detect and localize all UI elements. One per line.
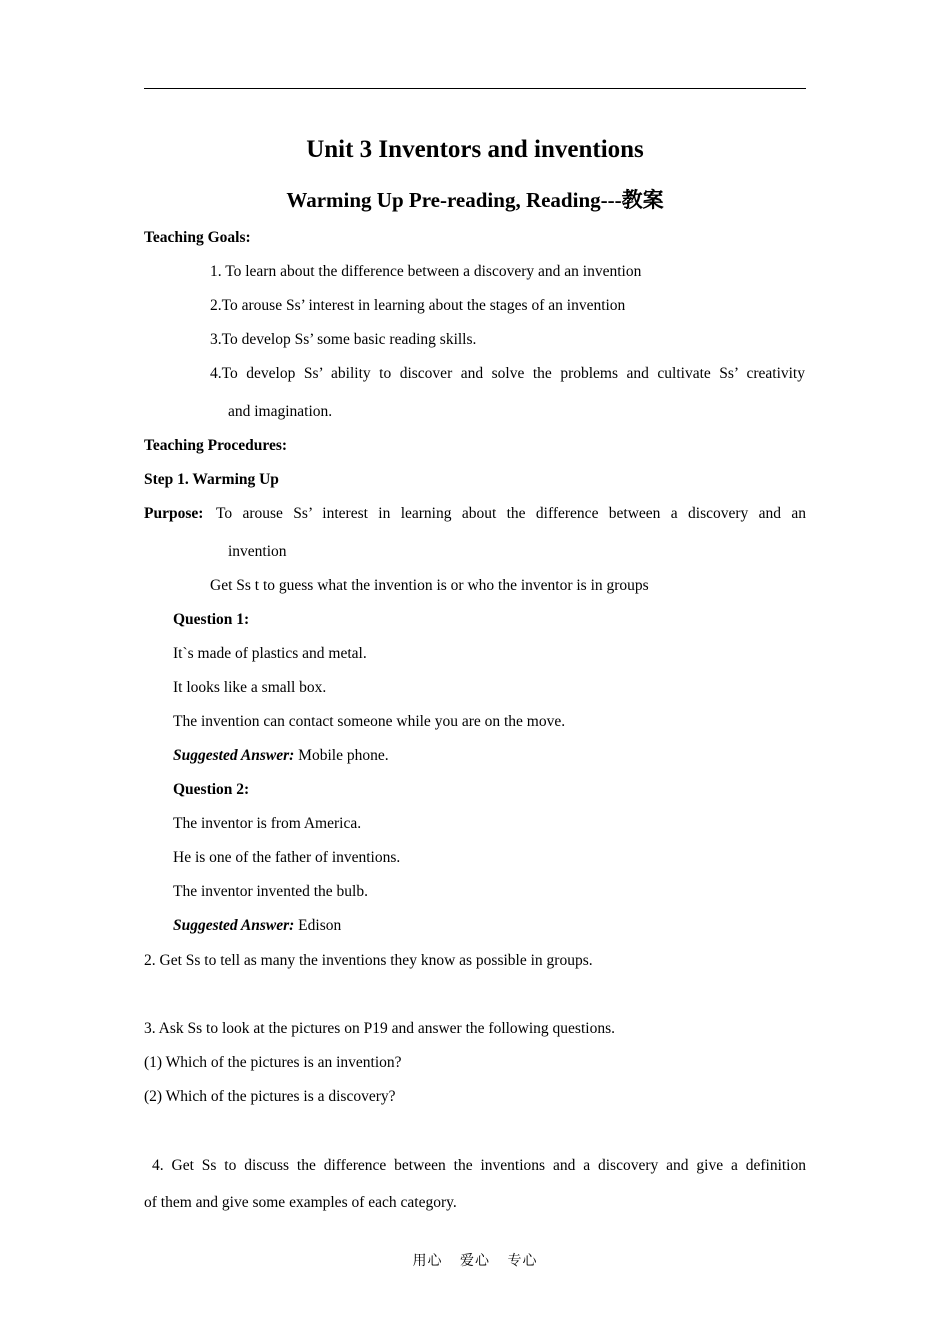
document-title: Unit 3 Inventors and inventions	[306, 136, 644, 163]
answer-value: Mobile phone.	[294, 747, 389, 764]
footer-text: 用心	[412, 1253, 443, 1269]
question-1-clue: It`s made of plastics and metal.	[173, 645, 367, 662]
procedure-item-3-question: (2) Which of the pictures is a discovery?	[144, 1088, 396, 1105]
goal-item: 3.To develop Ss’ some basic reading skills.	[210, 331, 477, 348]
question-2-answer	[173, 916, 341, 936]
purpose-label: Purpose:	[144, 505, 204, 522]
question-1-answer	[173, 746, 389, 766]
goal-item: 1. To learn about the difference between a discovery and an invention	[210, 263, 642, 280]
procedure-item-4-continued: of them and give some examples of each category.	[144, 1194, 457, 1211]
purpose-text-continued: invention	[228, 543, 287, 560]
footer-text: 爱心	[460, 1253, 490, 1269]
question-1-heading: Question 1:	[173, 611, 250, 628]
guess-instruction: Get Ss t to guess what the invention is or who the inventor is in groups	[210, 577, 649, 594]
suggested-answer-label: Suggested Answer:	[173, 917, 295, 934]
question-1-clue: It looks like a small box.	[173, 679, 327, 696]
purpose-text: To arouse Ss’ interest in learning about the difference between a discovery and an	[216, 505, 806, 522]
goal-item: 2.To arouse Ss’ interest in learning about the stages of an invention	[210, 297, 626, 314]
procedure-item-2: 2. Get Ss to tell as many the inventions they know as possible in groups.	[144, 952, 593, 969]
procedure-item-3: 3. Ask Ss to look at the pictures on P19 and answer the following questions.	[144, 1020, 615, 1037]
question-2-clue: The inventor invented the bulb.	[173, 883, 368, 900]
page-footer	[0, 1251, 950, 1271]
goal-item: 4.To develop Ss’ ability to discover and solve the problems and cultivate Ss’ creativity	[210, 365, 805, 382]
procedure-item-3-question: (1) Which of the pictures is an invention?	[144, 1054, 402, 1071]
suggested-answer-label: Suggested Answer:	[173, 747, 295, 764]
answer-value: Edison	[294, 917, 342, 934]
teaching-goals-heading: Teaching Goals:	[144, 229, 251, 246]
teaching-procedures-heading: Teaching Procedures:	[144, 437, 288, 454]
question-1-clue: The invention can contact someone while you are on the move.	[173, 713, 566, 730]
procedure-item-4: 4. Get Ss to discuss the difference between the inventions and a discovery and give a definition	[152, 1157, 806, 1174]
document-subtitle: Warming Up Pre-reading, Reading---教案	[286, 188, 664, 212]
header-rule	[144, 88, 806, 89]
step1-heading: Step 1. Warming Up	[144, 471, 279, 488]
footer-text: 专心	[507, 1253, 538, 1269]
goal-item-continued: and imagination.	[228, 403, 333, 420]
question-2-clue: He is one of the father of inventions.	[173, 849, 401, 866]
question-2-clue: The inventor is from America.	[173, 815, 362, 832]
question-2-heading: Question 2:	[173, 781, 250, 798]
